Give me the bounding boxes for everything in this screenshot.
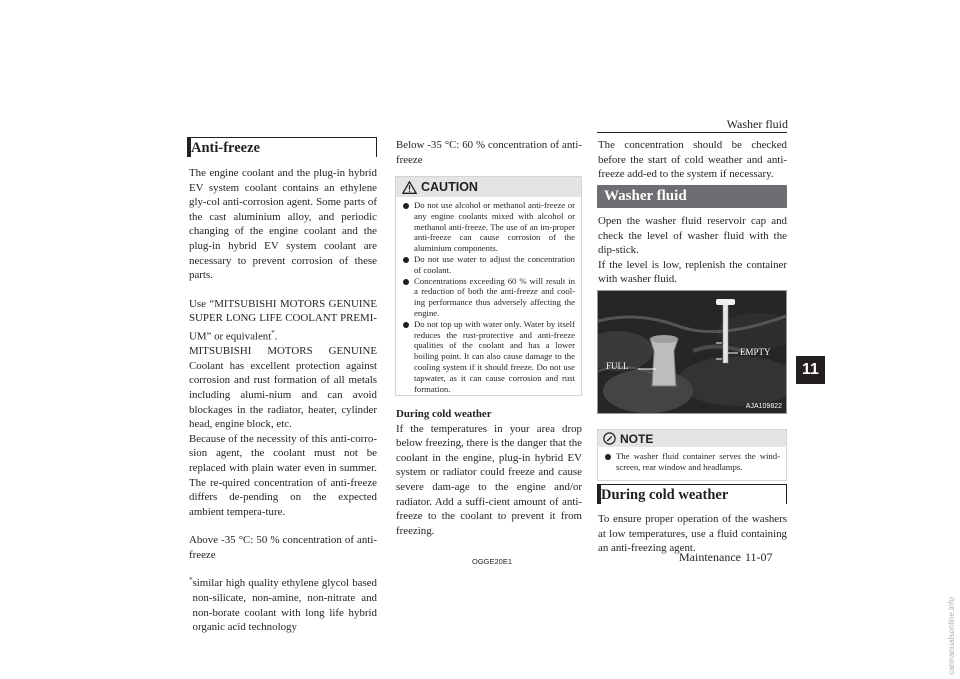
note-list: [604, 451, 780, 473]
footer-section-name: Maintenance: [679, 550, 741, 564]
paragraph: The engine coolant and the plug-in hybrid EV system coolant contains an ethylene gly-col anti-corrosion agent. Some parts of the cast aluminium alloy, and periodic changing of the engine coolant and the plug-in hybrid EV system coolant are necessary to prevent corrosion of these parts.: [189, 167, 377, 282]
paragraph: Above -35 °C: 50 % concentration of anti-freeze: [189, 534, 377, 561]
column-3-washer-text: [598, 214, 787, 287]
note-title: NOTE: [620, 431, 654, 446]
text-run: Use “MITSUBISHI MOTORS GENUINE SUPER LONG LIFE COOLANT PREMI-UM” or equivalent: [189, 297, 377, 343]
running-header: Washer fluid: [726, 117, 788, 131]
warning-triangle-icon: [402, 181, 417, 194]
paragraph: [189, 297, 377, 344]
column-2-cold-weather: [396, 407, 582, 538]
page-number: 11-07: [745, 550, 773, 564]
figure-code: AJA109822: [745, 403, 782, 410]
paragraph: If the level is low, replenish the container with washer fluid.: [598, 258, 787, 286]
paragraph: The concentration should be checked before the start of cold weather and anti-freeze add-ed to the system if necessary.: [598, 139, 787, 181]
paragraph: Open the washer fluid reservoir cap and check the level of washer fluid with the dip-stick.: [598, 215, 787, 257]
caution-list: [402, 200, 575, 394]
paragraph: Because of the necessity of this anti-corro-sion agent, the coolant must not be replaced with plain water even in summer. The re-quired concentration of anti-freeze differs de-pending on the expected ambient tempera-ture.: [189, 432, 377, 518]
caution-box: [395, 176, 582, 396]
paragraph: MITSUBISHI MOTORS GENUINE Coolant has excellent protection against corrosion and rust formation of all metals including alumi-nium and can avoid blockages in the radiator, heater, cylinder head, engine block, etc.: [189, 345, 377, 431]
document-code: OGGE20E1: [472, 557, 513, 566]
section-heading-anti-freeze: [187, 137, 377, 157]
footnote-text: similar high quality ethylene glycol based non-silicate, non-amine, non-nitrate and non-borate coolant with long life hybrid organic acid technology: [192, 577, 377, 634]
figure-label-empty: EMPTY: [740, 347, 771, 357]
section-heading-washer-fluid: Washer fluid: [597, 185, 787, 208]
paragraph: If the temperatures in your area drop below freezing, there is the danger that the coolant in the engine, plug-in hybrid EV system or radiator could freeze and cause severe dam-age to the engine and/or radiator. Add a suffi-cient amount of anti-freeze to the coolant to prevent it from freezing.: [396, 422, 582, 537]
section-heading-text: During cold weather: [601, 487, 729, 503]
list-item: Do not use water to adjust the concentration of coolant.: [402, 254, 575, 276]
list-item: Concentrations exceeding 60 % will result in a reduction of both the anti-freeze and cool-ing performance thus adversely affecting the engine.: [402, 276, 575, 319]
list-item: Do not use alcohol or methanol anti-freeze or any engine coolants mixed with alcohol or methanol anti-freeze. The use of an im-proper anti-freeze can cause corrosion of the aluminium components.: [402, 200, 575, 254]
caution-title: CAUTION: [421, 180, 478, 194]
column-3-intro: [598, 138, 787, 182]
subheading: During cold weather: [396, 408, 492, 420]
watermark: carmanualsonline.info: [947, 597, 956, 675]
list-item: Do not top up with water only. Water by itself reduces the rust-protective and anti-freeze qualities of the coolant and has a lower boiling point. It can also cause damage to the cooling system if it should freeze. Do not use tapwater, as it can cause corrosion and rust formation.: [402, 319, 575, 395]
note-icon: [603, 432, 616, 445]
paragraph: Below -35 °C: 60 % concentration of anti-freeze: [396, 139, 582, 166]
footnote-ref: *: [271, 328, 275, 337]
section-heading-text: Anti-freeze: [191, 140, 260, 156]
note-header: [598, 430, 786, 447]
footnote-mark: *: [189, 576, 193, 585]
figure-label-full: FULL: [606, 361, 629, 371]
chapter-tab[interactable]: 11: [796, 356, 825, 384]
washer-dipstick-figure: [597, 290, 787, 414]
list-item: The washer fluid container serves the wind-screen, rear window and headlamps.: [604, 451, 780, 473]
paragraph: To ensure proper operation of the washers at low temperatures, use a fluid containing an anti-freezing agent.: [598, 513, 787, 555]
footnote: [189, 576, 377, 634]
column-2-intro: [396, 138, 582, 167]
text-run: .: [274, 330, 278, 343]
column-1-text: [189, 166, 377, 635]
caution-header: [396, 177, 581, 197]
section-heading-cold-weather: [597, 484, 787, 504]
header-rule: [597, 132, 787, 133]
note-box: [597, 429, 787, 481]
